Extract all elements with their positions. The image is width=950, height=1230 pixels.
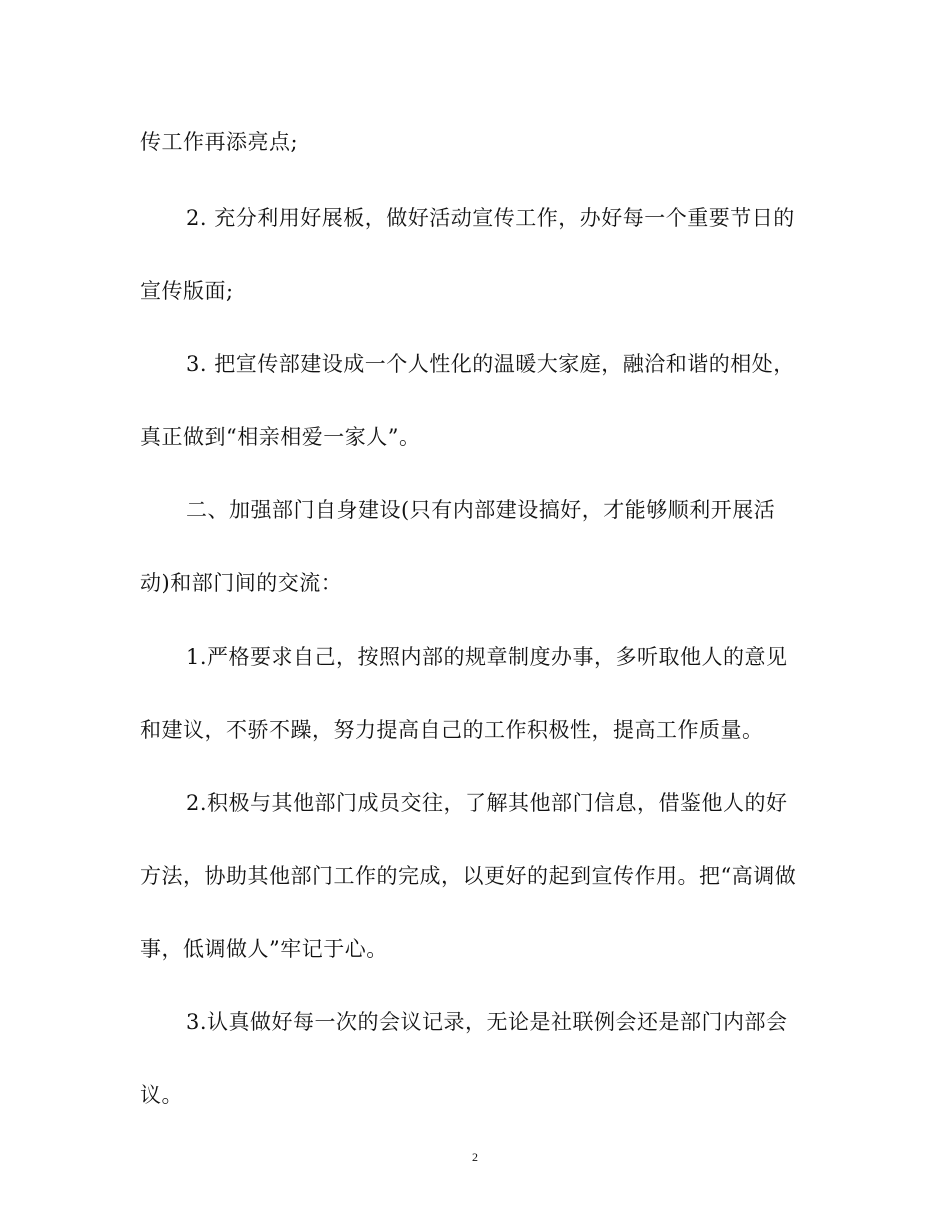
text-line: 动)和部门间的交流： [140,571,343,595]
text-line: 和建议，不骄不躁，努力提高自己的工作积极性，提高工作质量。 [140,718,764,742]
text-line: 传工作再添亮点; [140,130,299,154]
text-line: 方法，协助其他部门工作的完成，以更好的起到宣传作用。把“高调做 [140,864,797,888]
text-line: 真正做到“相亲相爱一家人”。 [140,425,421,449]
text-line: 2. 充分利用好展板，做好活动宣传工作，办好每一个重要节日的 [186,206,795,230]
text-line: 3. 把宣传部建设成一个人性化的温暖大家庭，融洽和谐的相处， [186,352,795,376]
text-line: 事，低调做人”牢记于心。 [140,937,388,961]
text-line: 宣传版面; [140,279,234,303]
text-line: 2.积极与其他部门成员交往，了解其他部门信息，借鉴他人的好 [186,791,788,815]
text-line: 议。 [140,1083,183,1107]
text-line: 二、加强部门自身建设(只有内部建设搞好，才能够顺利开展活 [186,498,776,522]
page-number: 2 [472,1150,478,1164]
text-line: 1.严格要求自己，按照内部的规章制度办事，多听取他人的意见 [186,645,788,669]
text-line: 3.认真做好每一次的会议记录，无论是社联例会还是部门内部会 [186,1010,788,1034]
